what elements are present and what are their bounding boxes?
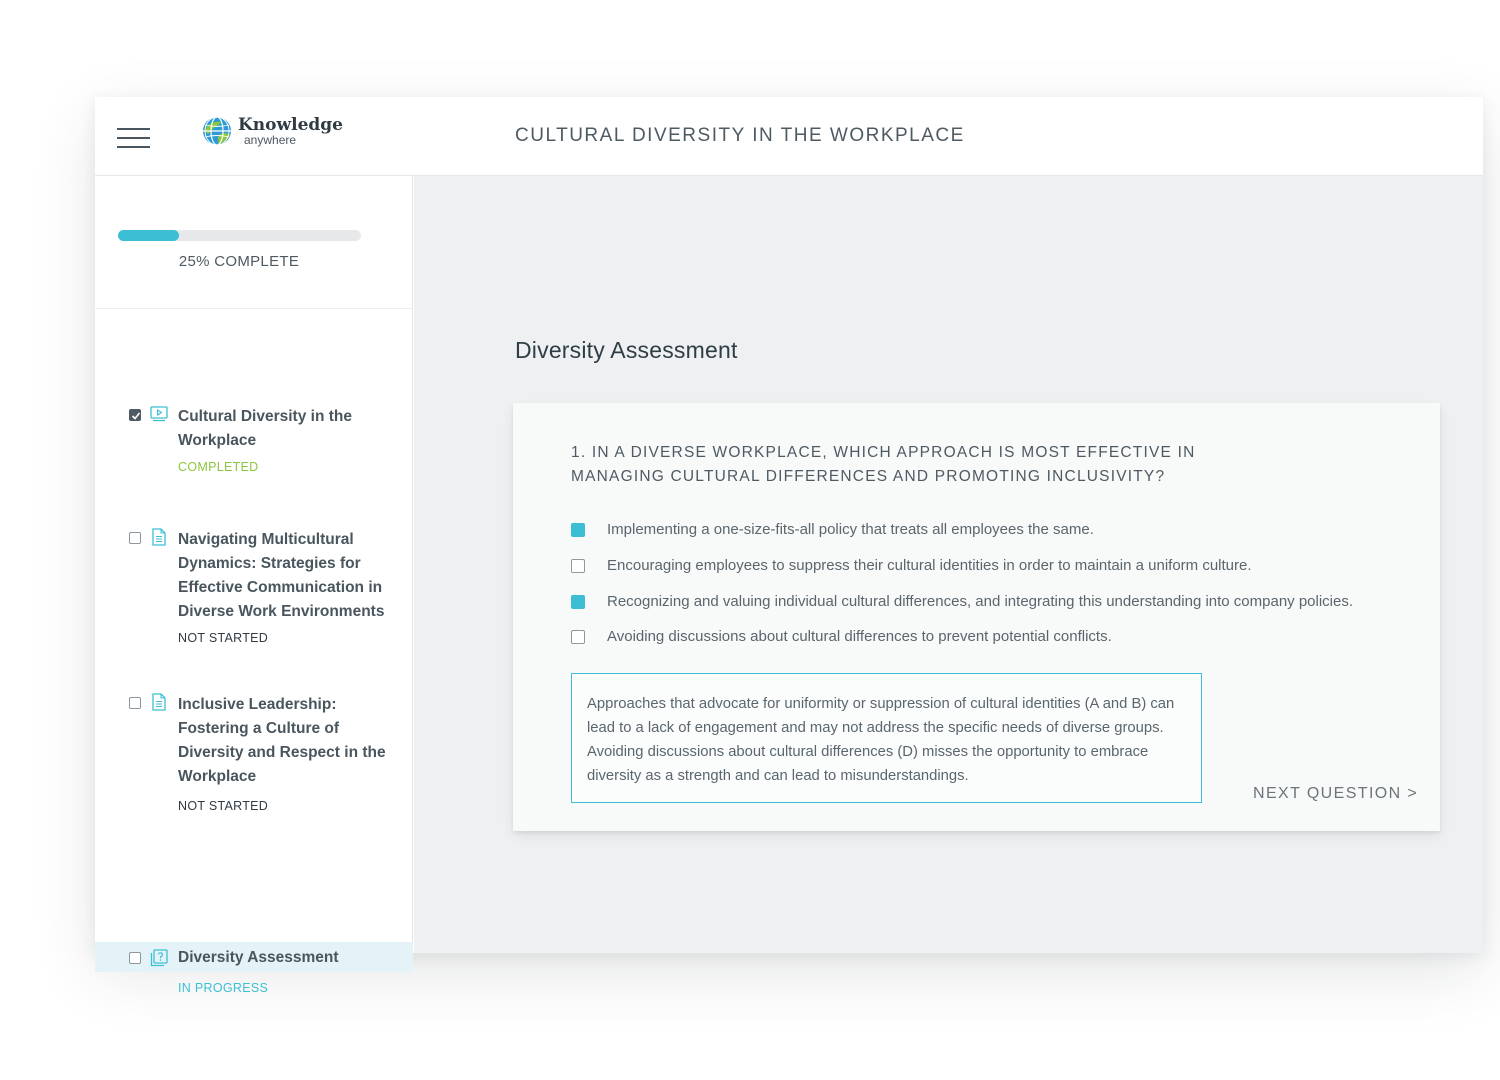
progress-label: 25% COMPLETE <box>178 253 300 270</box>
brand-tagline: anywhere <box>244 133 297 147</box>
lesson-status: IN PROGRESS <box>178 981 269 995</box>
question-text: 1. IN A DIVERSE WORKPLACE, WHICH APPROACH IS MOST EFFECTIVE IN MANAGING CULTURAL DIFFERENCES AND PROMOTING INCLUSIVITY? <box>571 444 1196 485</box>
answer-text: Recognizing and valuing individual cultural differences, and integrating this understanding into company policies. <box>607 593 1354 610</box>
answer-checkbox[interactable] <box>571 559 585 573</box>
video-icon <box>150 405 168 423</box>
checkmark-icon <box>131 411 141 421</box>
lesson-checkbox[interactable] <box>129 409 141 421</box>
lesson-checkbox[interactable] <box>129 697 141 709</box>
page-title: Diversity Assessment <box>515 337 738 363</box>
course-title: CULTURAL DIVERSITY IN THE WORKPLACE <box>515 125 965 146</box>
app-window <box>95 97 1483 995</box>
lesson-title: Cultural Diversity in the Workplace <box>178 408 352 449</box>
lesson-title: Inclusive Leadership: Fostering a Culture of Diversity and Respect in the Workplace <box>178 696 386 785</box>
answer-option-b[interactable] <box>571 554 1411 578</box>
answer-checkbox[interactable] <box>571 630 585 644</box>
progress-bar-fill <box>118 230 179 241</box>
document-icon <box>150 528 168 546</box>
course-progress <box>95 176 413 309</box>
lesson-checkbox[interactable] <box>129 532 141 544</box>
top-header <box>95 97 1483 176</box>
lesson-status: COMPLETED <box>178 460 259 474</box>
answer-option-c[interactable] <box>571 590 1411 614</box>
globe-icon <box>201 115 233 147</box>
answer-checkbox[interactable] <box>571 595 585 609</box>
lesson-status: NOT STARTED <box>178 799 269 813</box>
answer-text: Encouraging employees to suppress their cultural identities in order to maintain a uniform culture. <box>607 557 1252 574</box>
lesson-title: Navigating Multicultural Dynamics: Strategies for Effective Communication in Diverse Work Environments <box>178 531 385 620</box>
answer-text: Avoiding discussions about cultural differences to prevent potential conflicts. <box>607 628 1112 645</box>
quiz-icon <box>150 949 168 967</box>
lesson-title: Diversity Assessment <box>178 949 339 966</box>
answer-option-d[interactable] <box>571 625 1411 649</box>
answer-option-a[interactable] <box>571 518 1411 542</box>
hamburger-menu-icon[interactable] <box>117 128 150 148</box>
lesson-sidebar <box>95 176 413 995</box>
answer-feedback: Approaches that advocate for uniformity or suppression of cultural identities (A and B) can lead to a lack of engagement and may not address the specific needs of diverse groups. Avoiding discussions about cultural differences (D) misses the opportunity to embrace diversity as a strength and can lead to misunderstandings. <box>571 673 1202 803</box>
answer-text: Implementing a one-size-fits-all policy that treats all employees the same. <box>607 521 1094 538</box>
progress-bar <box>118 230 361 241</box>
answer-checkbox[interactable] <box>571 523 585 537</box>
brand-logo[interactable] <box>201 115 341 149</box>
question-card <box>513 403 1440 831</box>
document-icon <box>150 693 168 711</box>
brand-name: Knowledge <box>238 115 343 135</box>
lesson-checkbox[interactable] <box>129 952 141 964</box>
main-content <box>414 176 1483 953</box>
next-question-button[interactable]: NEXT QUESTION > <box>1253 785 1419 802</box>
lesson-status: NOT STARTED <box>178 631 269 645</box>
